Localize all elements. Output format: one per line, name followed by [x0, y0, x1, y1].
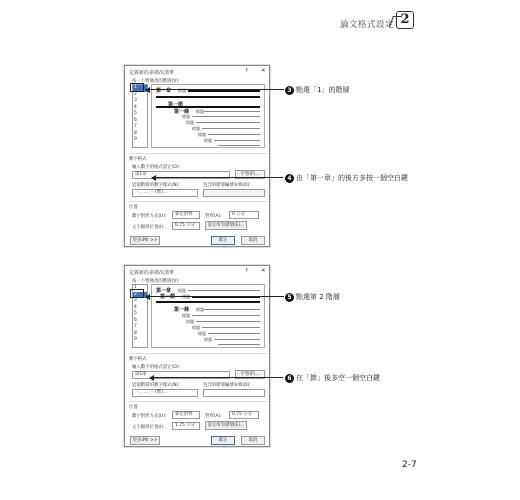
include-level-label: 包含的階層編號來源(D): — [203, 183, 251, 188]
preview-line — [156, 301, 260, 303]
preview-caption: 標題 — [198, 331, 206, 336]
preview-heading-2: 第一節 — [168, 102, 184, 108]
indent-label: 文字縮排位置(I): — [132, 225, 165, 230]
preview-line — [156, 106, 260, 108]
position-heading: 位置 — [129, 205, 138, 210]
preview-caption: 標題 — [186, 319, 194, 324]
alignment-select[interactable]: 靠左對齊 — [172, 411, 200, 419]
align-at-label: 對齊(A): — [205, 214, 222, 219]
preview-line — [208, 134, 260, 135]
level-item-7[interactable]: 7 — [134, 124, 137, 129]
level-item-2[interactable]: 2 — [133, 292, 147, 299]
preview-line — [156, 96, 260, 98]
callout-3-arrow — [146, 89, 284, 90]
preview-line — [208, 333, 260, 334]
callout-3 — [285, 85, 349, 95]
number-format-heading: 數字格式 — [129, 357, 147, 362]
preview-caption: 標題 — [182, 293, 190, 299]
preview-line — [202, 327, 260, 328]
indent-input[interactable]: 1.75 公分 — [172, 422, 200, 430]
callout-6-arrow — [150, 377, 283, 378]
indent-input[interactable]: 0.75 公分 — [172, 222, 200, 230]
set-all-levels-button[interactable]: 設定所有階層(E)... — [205, 421, 247, 430]
format-input-label: 輸入數字的格式設定(O): — [132, 165, 180, 170]
divider — [129, 401, 267, 402]
preview-line — [202, 128, 260, 129]
close-icon[interactable]: ✕ — [261, 268, 266, 274]
preview-caption: 標題 — [196, 109, 204, 114]
level-item-7[interactable]: 7 — [134, 324, 137, 329]
callout-5-arrow — [146, 296, 284, 297]
callout-5-text: 點選第 2 階層 — [296, 293, 340, 301]
callout-4-number: 4 — [285, 174, 294, 183]
number-style-select[interactable]: 一, 二, 三 (繁)... — [132, 389, 198, 397]
alignment-label: 數字對齊方式(U): — [132, 414, 167, 419]
callout-4 — [285, 173, 408, 183]
preview-line — [204, 111, 260, 112]
level-item-1[interactable]: 1 — [134, 285, 137, 290]
include-level-select[interactable] — [203, 389, 265, 397]
callout-3-text: 點選「1」的階層 — [296, 86, 350, 94]
preview-caption: 標題 — [204, 337, 212, 342]
help-icon[interactable]: ? — [245, 68, 248, 74]
align-at-input[interactable]: 0 公分 — [229, 211, 259, 219]
preview-line — [218, 145, 260, 146]
running-header-title: 論文格式設定 — [340, 20, 395, 30]
level-item-4[interactable]: 4 — [134, 104, 137, 110]
preview-caption: 標題 — [178, 287, 186, 293]
more-button[interactable]: 更多(M) >> — [130, 236, 160, 245]
divider — [129, 201, 267, 202]
level-item-9[interactable]: 9 — [134, 337, 137, 342]
preview-heading-1: 第一章 — [156, 288, 172, 294]
callout-6-text: 在「節」後多空一個空白鍵 — [296, 374, 380, 382]
level-item-3[interactable]: 3 — [134, 98, 137, 103]
dialog-title: 定義新的多層次清單 — [129, 70, 175, 76]
preview-caption: 標題 — [192, 126, 200, 131]
preview-caption: 標題 — [178, 87, 186, 93]
level-item-5[interactable]: 5 — [134, 311, 137, 316]
preview-heading-3: 第一條 — [174, 109, 190, 115]
align-at-label: 對齊(A): — [205, 414, 222, 419]
close-icon[interactable]: ✕ — [261, 68, 266, 74]
callout-4-arrow — [152, 177, 283, 178]
level-preview — [151, 284, 265, 348]
level-item-9[interactable]: 9 — [134, 137, 137, 142]
cancel-button[interactable]: 取消 — [241, 236, 265, 245]
help-icon[interactable]: ? — [245, 268, 248, 274]
level-item-1[interactable]: 1 — [133, 85, 147, 92]
level-preview — [151, 84, 265, 148]
preview-caption: 標題 — [186, 120, 194, 125]
include-level-select — [203, 189, 265, 197]
level-item-8[interactable]: 8 — [134, 130, 137, 136]
level-listbox[interactable] — [132, 84, 148, 148]
format-input-label: 輸入數字的格式設定(O): — [132, 365, 180, 370]
number-style-select[interactable]: 一, 二, 三 (繁)... — [132, 189, 198, 197]
preview-line — [192, 315, 260, 316]
set-all-levels-button[interactable]: 設定所有階層(E)... — [205, 221, 247, 230]
preview-caption: 標題 — [182, 114, 190, 119]
highlight-level-1 — [130, 83, 144, 92]
include-level-label: 包含的階層編號來源(D): — [203, 383, 251, 388]
level-item-4[interactable]: 4 — [134, 304, 137, 310]
preview-line — [196, 321, 260, 322]
callout-3-number: 3 — [285, 86, 294, 95]
callout-6-number: 6 — [285, 374, 294, 383]
page-number: 2-7 — [402, 460, 417, 470]
ok-button[interactable]: 確定 — [211, 436, 235, 445]
preview-heading-1: 第一章 — [156, 88, 172, 94]
dialog-title: 定義新的多層次清單 — [129, 270, 175, 276]
divider — [129, 153, 267, 154]
preview-line — [214, 339, 260, 340]
format-input[interactable]: 第1章 — [132, 171, 230, 179]
click-level-label: 按一下要修改的階層(V): — [132, 79, 180, 84]
preview-line — [196, 122, 260, 123]
font-button[interactable]: 字型(F)... — [235, 170, 265, 179]
preview-caption: 標題 — [204, 138, 212, 143]
preview-heading-2: 第一節 — [160, 294, 176, 300]
preview-caption: 標題 — [196, 307, 204, 312]
alignment-select[interactable]: 靠左對齊 — [172, 211, 200, 219]
font-button[interactable]: 字型(F)... — [235, 370, 265, 379]
preview-line — [192, 116, 260, 117]
more-button[interactable]: 更多(M) >> — [130, 436, 160, 445]
level-item-6[interactable]: 6 — [134, 117, 137, 123]
number-style-label: 這個階層的數字樣式(N): — [132, 383, 180, 388]
click-level-label: 按一下要修改的階層(V): — [132, 279, 180, 284]
number-style-label: 這個階層的數字樣式(N): — [132, 183, 180, 188]
preview-line — [188, 290, 260, 291]
level-item-5[interactable]: 5 — [134, 111, 137, 116]
indent-label: 文字縮排位置(I): — [132, 425, 165, 430]
preview-line — [188, 90, 260, 92]
position-heading: 位置 — [129, 405, 138, 410]
cancel-button[interactable]: 取消 — [241, 436, 265, 445]
ok-button[interactable]: 確定 — [211, 236, 235, 245]
callout-5-number: 5 — [285, 293, 294, 302]
preview-caption: 標題 — [198, 132, 206, 137]
preview-line — [214, 140, 260, 141]
level-item-3[interactable]: 3 — [134, 298, 137, 303]
level-item-2[interactable]: 2 — [134, 91, 137, 97]
preview-line — [204, 309, 260, 310]
preview-caption: 標題 — [192, 325, 200, 330]
number-format-heading: 數字格式 — [129, 157, 147, 162]
divider — [129, 353, 267, 354]
level-item-8[interactable]: 8 — [134, 330, 137, 336]
preview-line — [218, 344, 260, 345]
dialog-multilevel-list-2 — [124, 265, 270, 447]
chapter-badge: 2 — [396, 11, 414, 29]
callout-4-text: 由「第一章」的後方多按一個空白鍵 — [296, 174, 408, 182]
preview-caption: 標題 — [182, 313, 190, 318]
level-item-6[interactable]: 6 — [134, 317, 137, 323]
callout-6 — [285, 373, 380, 383]
callout-5 — [285, 292, 340, 302]
format-input[interactable]: 第1節 — [132, 371, 230, 379]
highlight-level-2 — [130, 289, 144, 298]
preview-heading-3: 第一條 — [174, 307, 190, 313]
alignment-label: 數字對齊方式(U): — [132, 214, 167, 219]
align-at-input[interactable]: 0.75 公分 — [229, 411, 259, 419]
